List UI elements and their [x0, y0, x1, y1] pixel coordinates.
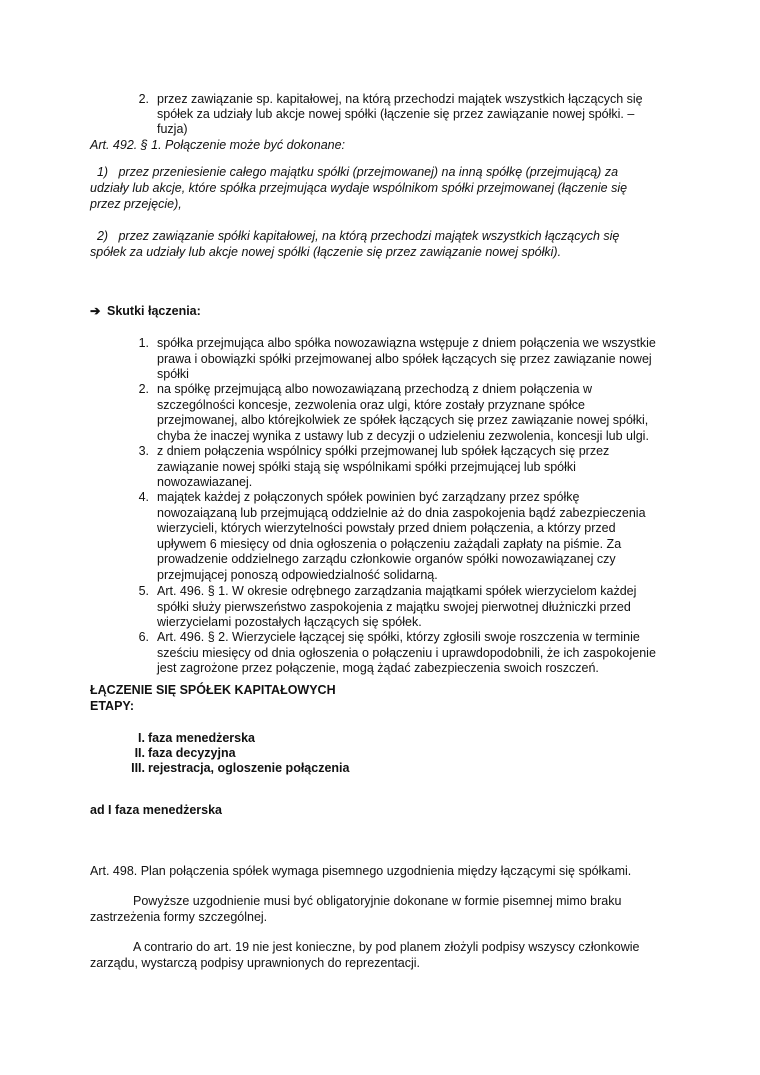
- paragraph-line: 1) przez przeniesienie całego majątku spółki (przejmowanej) na inną spółkę (przejmującą) za: [90, 165, 619, 179]
- list-item-line: spółki: [157, 367, 189, 381]
- list-number: 5.: [138, 584, 149, 598]
- stage-label: faza menedżerska: [148, 731, 256, 745]
- list-item-line: jest zagrożone przez połączenie, mogą żądać zabezpieczenia swoich roszczeń.: [157, 661, 599, 675]
- list-item-line: sześciu miesięcy od dnia ogłoszenia o połączeniu i uprawdopodobnili, że ich zaspokojenie: [157, 645, 656, 660]
- list-item-line: chyba że inaczej wynika z ustawy lub z decyzji o udzieleniu zezwolenia, koncesji lub ulgi.: [157, 428, 649, 443]
- list-item-line: z dniem połączenia wspólnicy spółki przejmowanej lub spółek łączących się przez: [157, 444, 610, 458]
- list-item-line: wierzycieli, których wierzytelności powstały przed dniem połączenia, a którzy przed: [157, 521, 616, 535]
- section-subheading: ETAPY:: [90, 699, 134, 713]
- stage-label: rejestracja, ogloszenie połączenia: [148, 761, 350, 775]
- paragraph-line: przez przejęcie),: [90, 197, 182, 211]
- list-item-line: przejmującej ponoszą odpowiedzialność solidarną.: [157, 567, 438, 582]
- paragraph-line: udziały lub akcje, które spółka przejmująca wydaje wspólnikom spółki przejmowanej (łączenie się: [90, 181, 628, 195]
- stage-number: II.: [134, 746, 145, 760]
- list-item-line: fuzja): [157, 122, 188, 136]
- stage-number: I.: [138, 731, 145, 745]
- list-number: 3.: [138, 444, 149, 458]
- paragraph-line: zastrzeżenia formy szczególnej.: [90, 910, 268, 924]
- list-item-line: na spółkę przejmującą albo nowozawiązaną przechodzą z dniem połączenia w: [157, 382, 592, 396]
- list-item-line: upływem 6 miesięcy od dnia ogłoszenia o połączeniu zażądali zapłaty na piśmie. Za: [157, 536, 622, 551]
- list-number: 2.: [138, 382, 149, 396]
- list-number: 2.: [138, 92, 149, 106]
- list-item-line: zawiązanie nowej spółki stają się wspólnikami spółki przejmującej lub spółki: [157, 459, 576, 474]
- list-number: 4.: [138, 490, 149, 504]
- section-heading: ŁĄCZENIE SIĘ SPÓŁEK KAPITAŁOWYCH: [90, 683, 336, 697]
- section-heading: Skutki łączenia:: [107, 304, 201, 318]
- list-item-line: spółki służy pierwszeństwo zaspokojenia z majątku swojej pierwotnej dłużniczki przed: [157, 599, 631, 614]
- list-item-line: spółka przejmująca albo spółka nowozawiązna wstępuje z dniem połączenia we wszystkie: [157, 336, 656, 350]
- section-heading: ad I faza menedżerska: [90, 803, 223, 817]
- list-item-line: Art. 496. § 2. Wierzyciele łączącej się spółki, którzy zgłosili swoje roszczenia w terminie: [157, 630, 640, 644]
- list-item-line: majątek każdej z połączonych spółek powinien być zarządzany przez spółkę: [157, 490, 580, 504]
- paragraph-line: Art. 498. Plan połączenia spółek wymaga pisemnego uzgodnienia między łączącymi się spółkami.: [90, 864, 632, 878]
- paragraph-line: zarządu, wystarczą podpisy uprawnionych do reprezentacji.: [90, 956, 421, 970]
- paragraph-line: Powyższe uzgodnienie musi być obligatoryjnie dokonane w formie pisemnej mimo braku: [133, 894, 622, 908]
- list-item-line: prowadzenie oddzielnego zarządu członkowie organów spółki nowozawiązanej czy: [157, 552, 616, 566]
- list-item-line: szczególności koncesje, zezwolenia oraz ulgi, które zostały przyznane spółce: [157, 397, 585, 412]
- paragraph-line: A contrario do art. 19 nie jest konieczne, by pod planem złożyli podpisy wszyscy członkowie: [133, 940, 640, 954]
- list-item-line: prawa i obowiązki spółki przejmowanej albo spółek łączących się przez zawiązanie nowej: [157, 351, 652, 366]
- stage-label: faza decyzyjna: [148, 746, 236, 760]
- list-number: 6.: [138, 630, 149, 644]
- list-number: 1.: [138, 336, 149, 350]
- stage-number: III.: [131, 761, 145, 775]
- list-item-line: nowozaiązaną lub przejmującą oddzielnie aż do dnia zaspokojenia bądź zabezpieczenia: [157, 505, 646, 520]
- list-item-line: spółek za udziały lub akcje nowej spółki (łączenie się przez zawiązanie nowej spółki. –: [157, 107, 635, 121]
- list-item-line: przejmowanej, albo którejkolwiek ze spółek łączących się przez zawiązanie nowej spółki,: [157, 413, 649, 427]
- list-item-line: przez zawiązanie sp. kapitałowej, na którą przechodzi majątek wszystkich łączących się: [157, 92, 643, 106]
- list-item-line: Art. 496. § 1. W okresie odrębnego zarządzania majątkami spółek wierzycielom każdej: [157, 584, 637, 598]
- arrow-right-icon: ➔: [90, 304, 101, 318]
- list-item-line: wierzycielami pozostałych łączących się spółek.: [157, 615, 422, 629]
- paragraph-line: spółek za udziały lub akcje nowej spółki (łączenie się przez zawiązanie nowej spółki).: [90, 245, 562, 259]
- paragraph-line: 2) przez zawiązanie spółki kapitałowej, na którą przechodzi majątek wszystkich łączących się: [90, 229, 620, 243]
- article-heading: Art. 492. § 1. Połączenie może być dokonane:: [90, 138, 346, 152]
- list-item-line: nowozawiazanej.: [157, 475, 253, 489]
